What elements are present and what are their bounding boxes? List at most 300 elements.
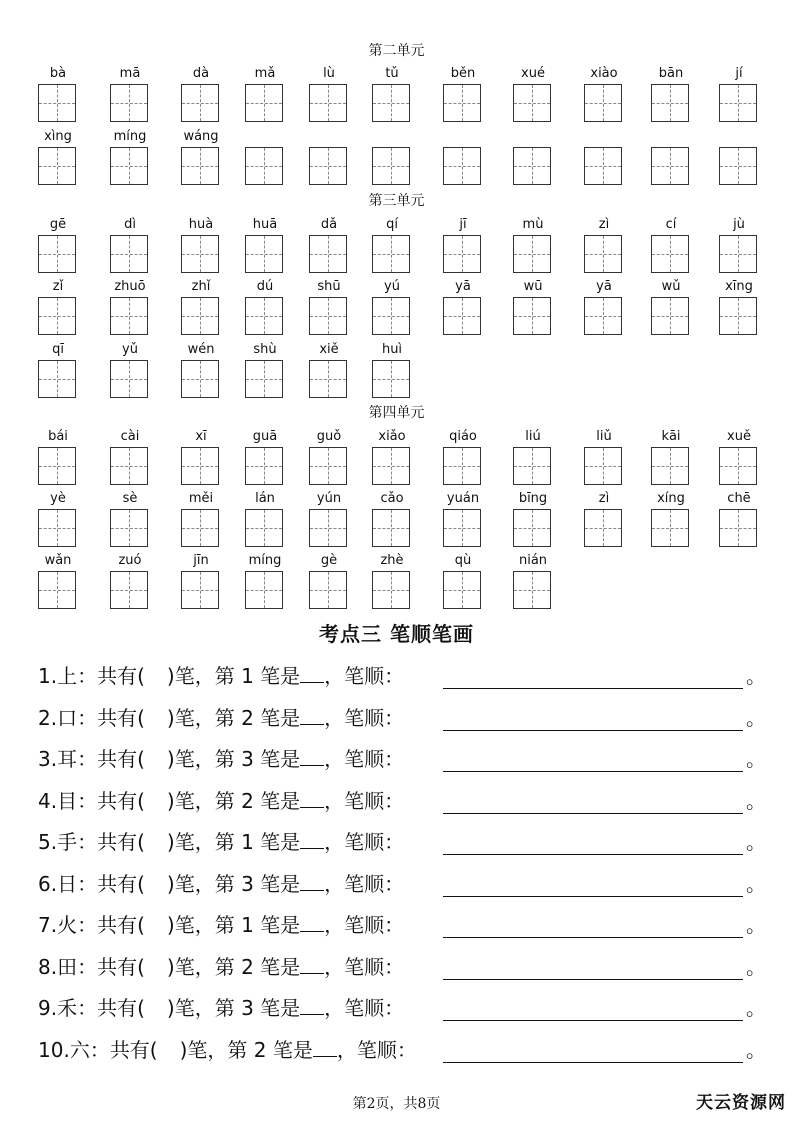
tianzige-box[interactable] xyxy=(513,297,551,335)
pinyin-label: huà xyxy=(188,217,214,232)
pinyin-label: bái xyxy=(48,429,68,444)
pinyin-label: gē xyxy=(49,217,67,232)
writing-cell xyxy=(651,427,691,447)
pinyin-label: měi xyxy=(188,491,214,506)
question-text: 共有( xyxy=(97,788,145,813)
stroke-question xyxy=(38,992,766,1026)
question-text: 共有( xyxy=(109,1037,158,1062)
tianzige-box[interactable] xyxy=(181,571,219,609)
pinyin-label: yú xyxy=(384,279,400,294)
tianzige-box[interactable] xyxy=(110,297,148,335)
pinyin-label: xué xyxy=(521,66,545,81)
tianzige-box[interactable] xyxy=(309,360,347,398)
question-text: 共有( xyxy=(97,871,145,896)
tianzige-box[interactable] xyxy=(372,235,410,273)
question-text: ，笔顺： xyxy=(324,913,405,937)
tianzige-box[interactable] xyxy=(309,84,347,122)
writing-cell xyxy=(513,127,553,147)
tianzige-box[interactable] xyxy=(651,147,689,185)
question-text: 共有( xyxy=(97,913,145,937)
writing-cell xyxy=(584,127,624,147)
question-text: )笔，第 1 笔是 xyxy=(166,913,301,937)
pinyin-label: bà xyxy=(49,66,67,81)
question-number: 9. xyxy=(38,996,58,1020)
unit-title: 第二单元 xyxy=(368,43,425,59)
stroke-question xyxy=(38,743,766,777)
stroke-order-line[interactable] xyxy=(443,872,743,897)
stroke-order-line[interactable] xyxy=(443,830,743,855)
writing-cell xyxy=(309,277,349,297)
tianzige-box[interactable] xyxy=(513,84,551,122)
tianzige-box[interactable] xyxy=(309,571,347,609)
question-end: 。 xyxy=(746,913,766,937)
nth-stroke-blank[interactable] xyxy=(313,1038,337,1057)
writing-cell xyxy=(38,127,78,147)
question-text: 共有( xyxy=(97,664,145,688)
page-footer: 第2页，共8页 xyxy=(352,1096,441,1112)
pinyin-label: jí xyxy=(735,66,743,81)
pinyin-label: dǎ xyxy=(320,217,338,232)
pinyin-label: kāi xyxy=(661,429,681,444)
pinyin-label: huì xyxy=(381,342,403,357)
tianzige-box[interactable] xyxy=(372,84,410,122)
pinyin-label: zhǐ xyxy=(191,279,211,294)
pinyin-label: yā xyxy=(455,279,471,294)
writing-cell xyxy=(443,215,483,235)
tianzige-box[interactable] xyxy=(38,235,76,273)
tianzige-box[interactable] xyxy=(372,447,410,485)
pinyin-label: xiǎo xyxy=(378,429,406,444)
tianzige-box[interactable] xyxy=(443,509,481,547)
writing-cell xyxy=(443,277,483,297)
tianzige-box[interactable] xyxy=(38,297,76,335)
writing-cell xyxy=(372,489,412,509)
pinyin-label xyxy=(651,127,691,147)
tianzige-box[interactable] xyxy=(309,509,347,547)
pinyin-label: jīn xyxy=(193,553,209,568)
tianzige-box[interactable] xyxy=(443,84,481,122)
pinyin-label: liǔ xyxy=(596,429,612,444)
pinyin-label: qù xyxy=(454,553,472,568)
tianzige-box[interactable] xyxy=(110,509,148,547)
pinyin-label: xiào xyxy=(590,66,618,81)
writing-cell xyxy=(584,489,624,509)
tianzige-box[interactable] xyxy=(38,571,76,609)
pinyin-label: shù xyxy=(253,342,277,357)
pinyin-label: xíng xyxy=(657,491,685,506)
writing-cell xyxy=(38,489,78,509)
tianzige-box[interactable] xyxy=(584,447,622,485)
tianzige-box[interactable] xyxy=(245,147,283,185)
stroke-question xyxy=(38,951,766,985)
pinyin-label: nián xyxy=(518,553,548,568)
question-char: 目： xyxy=(57,788,98,813)
question-char: 上： xyxy=(57,664,98,688)
pinyin-label: wū xyxy=(523,279,543,294)
stroke-order-line[interactable] xyxy=(443,664,743,689)
tianzige-box[interactable] xyxy=(181,447,219,485)
writing-cell xyxy=(110,489,150,509)
writing-cell xyxy=(110,127,150,147)
tianzige-box[interactable] xyxy=(651,447,689,485)
question-text: ，笔顺： xyxy=(324,705,405,730)
writing-cell xyxy=(110,64,150,84)
tianzige-box[interactable] xyxy=(719,235,757,273)
stroke-order-line[interactable] xyxy=(443,955,743,980)
tianzige-box[interactable] xyxy=(38,147,76,185)
stroke-order-line[interactable] xyxy=(443,747,743,772)
tianzige-box[interactable] xyxy=(651,235,689,273)
pinyin-row xyxy=(0,489,793,553)
writing-cell xyxy=(651,277,691,297)
tianzige-box[interactable] xyxy=(309,447,347,485)
question-text: ，笔顺： xyxy=(324,747,405,771)
pinyin-label: guǒ xyxy=(316,429,342,444)
writing-cell xyxy=(651,215,691,235)
writing-cell xyxy=(309,64,349,84)
tianzige-box[interactable] xyxy=(443,297,481,335)
nth-stroke-blank[interactable] xyxy=(300,747,324,766)
stroke-question xyxy=(38,702,766,736)
tianzige-box[interactable] xyxy=(181,235,219,273)
pinyin-row xyxy=(0,277,793,341)
writing-cell xyxy=(513,277,553,297)
writing-cell xyxy=(309,127,349,147)
pinyin-label: sè xyxy=(122,491,138,506)
writing-cell xyxy=(110,551,150,571)
tianzige-box[interactable] xyxy=(181,297,219,335)
tianzige-box[interactable] xyxy=(245,297,283,335)
writing-cell xyxy=(513,551,553,571)
tianzige-box[interactable] xyxy=(181,360,219,398)
question-text: 共有( xyxy=(97,747,145,771)
writing-cell xyxy=(719,427,759,447)
question-number: 8. xyxy=(38,954,58,979)
tianzige-box[interactable] xyxy=(443,571,481,609)
pinyin-label: wén xyxy=(187,342,215,357)
writing-cell xyxy=(651,64,691,84)
writing-cell xyxy=(719,215,759,235)
pinyin-label: xiě xyxy=(319,342,339,357)
writing-cell xyxy=(309,551,349,571)
question-number: 2. xyxy=(38,705,58,730)
pinyin-label: yǔ xyxy=(122,342,138,357)
question-text: ，笔顺： xyxy=(324,954,405,979)
tianzige-box[interactable] xyxy=(38,447,76,485)
pinyin-label: zhuō xyxy=(114,279,146,294)
writing-cell xyxy=(372,127,412,147)
question-char: 禾： xyxy=(57,996,98,1020)
writing-cell xyxy=(245,551,285,571)
pinyin-label: mǎ xyxy=(254,66,276,81)
tianzige-box[interactable] xyxy=(110,360,148,398)
writing-cell xyxy=(245,427,285,447)
pinyin-label: wǔ xyxy=(661,279,681,294)
question-number: 7. xyxy=(38,913,58,937)
question-text: )笔，第 1 笔是 xyxy=(166,830,301,854)
pinyin-label: qiáo xyxy=(449,429,477,444)
tianzige-box[interactable] xyxy=(719,84,757,122)
writing-cell xyxy=(443,64,483,84)
question-text: ，笔顺： xyxy=(324,664,405,688)
stroke-question xyxy=(38,785,766,819)
pinyin-label: chē xyxy=(727,491,751,506)
question-text: ，笔顺： xyxy=(324,788,405,813)
tianzige-box[interactable] xyxy=(110,235,148,273)
writing-cell xyxy=(110,427,150,447)
tianzige-box[interactable] xyxy=(110,571,148,609)
writing-cell xyxy=(584,427,624,447)
tianzige-box[interactable] xyxy=(245,571,283,609)
nth-stroke-blank[interactable] xyxy=(300,830,324,849)
stroke-question xyxy=(38,1034,766,1068)
pinyin-row xyxy=(0,64,793,128)
tianzige-box[interactable] xyxy=(513,147,551,185)
writing-cell xyxy=(584,215,624,235)
writing-cell xyxy=(181,489,221,509)
question-text: 共有( xyxy=(97,954,145,979)
tianzige-box[interactable] xyxy=(38,84,76,122)
tianzige-box[interactable] xyxy=(110,147,148,185)
question-text: )笔，第 2 笔是 xyxy=(179,1037,313,1062)
watermark-logo: 天云资源网 xyxy=(696,1093,786,1113)
writing-cell xyxy=(38,551,78,571)
pinyin-label: jù xyxy=(733,217,745,232)
tianzige-box[interactable] xyxy=(719,447,757,485)
pinyin-row xyxy=(0,127,793,191)
tianzige-box[interactable] xyxy=(110,447,148,485)
writing-cell xyxy=(181,551,221,571)
question-end: 。 xyxy=(746,996,766,1020)
pinyin-label: yā xyxy=(596,279,612,294)
writing-cell xyxy=(584,277,624,297)
stroke-order-line[interactable] xyxy=(443,706,743,731)
tianzige-box[interactable] xyxy=(38,360,76,398)
question-text: ，笔顺： xyxy=(324,871,405,896)
pinyin-label: zì xyxy=(598,491,610,506)
question-text: ，笔顺： xyxy=(324,996,405,1020)
question-end: 。 xyxy=(746,664,766,688)
pinyin-label: yún xyxy=(316,491,342,506)
question-end: 。 xyxy=(746,747,766,771)
pinyin-label: xīng xyxy=(725,279,753,294)
pinyin-label: qí xyxy=(386,217,398,232)
writing-cell xyxy=(181,64,221,84)
question-number: 3. xyxy=(38,747,58,771)
writing-cell xyxy=(513,215,553,235)
writing-cell xyxy=(38,215,78,235)
pinyin-label: bān xyxy=(658,66,684,81)
tianzige-box[interactable] xyxy=(372,147,410,185)
question-end: 。 xyxy=(746,705,766,730)
question-end: 。 xyxy=(746,830,766,854)
pinyin-label: cǎo xyxy=(380,491,404,506)
tianzige-box[interactable] xyxy=(584,297,622,335)
tianzige-box[interactable] xyxy=(651,509,689,547)
writing-cell xyxy=(443,489,483,509)
tianzige-box[interactable] xyxy=(245,235,283,273)
writing-cell xyxy=(372,215,412,235)
writing-cell xyxy=(245,340,285,360)
tianzige-box[interactable] xyxy=(719,297,757,335)
tianzige-box[interactable] xyxy=(584,84,622,122)
writing-cell xyxy=(245,127,285,147)
question-text: )笔，第 2 笔是 xyxy=(166,954,301,979)
writing-cell xyxy=(372,340,412,360)
writing-cell xyxy=(181,127,221,147)
pinyin-label: yè xyxy=(50,491,66,506)
pinyin-label: cài xyxy=(120,429,140,444)
tianzige-box[interactable] xyxy=(309,297,347,335)
tianzige-box[interactable] xyxy=(584,235,622,273)
nth-stroke-blank[interactable] xyxy=(300,996,324,1015)
writing-cell xyxy=(309,215,349,235)
writing-cell xyxy=(651,489,691,509)
pinyin-row xyxy=(0,427,793,491)
pinyin-label: zǐ xyxy=(52,279,64,294)
question-text: )笔，第 2 笔是 xyxy=(166,788,301,813)
pinyin-row xyxy=(0,340,793,404)
writing-cell xyxy=(38,427,78,447)
writing-cell xyxy=(443,427,483,447)
writing-cell xyxy=(372,277,412,297)
writing-cell xyxy=(245,215,285,235)
tianzige-box[interactable] xyxy=(181,509,219,547)
writing-cell xyxy=(719,64,759,84)
tianzige-box[interactable] xyxy=(513,447,551,485)
pinyin-label: tǔ xyxy=(385,66,399,81)
writing-cell xyxy=(513,489,553,509)
tianzige-box[interactable] xyxy=(443,447,481,485)
pinyin-label: xuě xyxy=(727,429,751,444)
pinyin-label: dì xyxy=(124,217,136,232)
question-char: 六： xyxy=(69,1037,110,1062)
tianzige-box[interactable] xyxy=(245,360,283,398)
question-number: 4. xyxy=(38,788,58,813)
writing-cell xyxy=(719,127,759,147)
tianzige-box[interactable] xyxy=(372,509,410,547)
stroke-order-line[interactable] xyxy=(443,996,743,1021)
stroke-order-line[interactable] xyxy=(443,1038,743,1063)
writing-cell xyxy=(309,489,349,509)
tianzige-box[interactable] xyxy=(38,509,76,547)
pinyin-label: dà xyxy=(192,66,210,81)
pinyin-label: liú xyxy=(525,429,541,444)
question-end: 。 xyxy=(746,788,766,813)
writing-cell xyxy=(584,64,624,84)
nth-stroke-blank[interactable] xyxy=(300,706,324,725)
tianzige-box[interactable] xyxy=(372,360,410,398)
tianzige-box[interactable] xyxy=(309,147,347,185)
writing-cell xyxy=(110,215,150,235)
tianzige-box[interactable] xyxy=(584,509,622,547)
pinyin-label xyxy=(719,127,759,147)
writing-cell xyxy=(181,427,221,447)
writing-cell xyxy=(443,127,483,147)
tianzige-box[interactable] xyxy=(651,84,689,122)
question-char: 火： xyxy=(57,913,98,937)
stroke-order-line[interactable] xyxy=(443,913,743,938)
pinyin-label: huā xyxy=(252,217,278,232)
question-text: )笔，第 3 笔是 xyxy=(166,871,301,896)
question-number: 10. xyxy=(38,1037,70,1062)
writing-cell xyxy=(719,277,759,297)
writing-cell xyxy=(38,340,78,360)
pinyin-label: zhè xyxy=(380,553,404,568)
tianzige-box[interactable] xyxy=(443,147,481,185)
question-text: 共有( xyxy=(97,996,145,1020)
tianzige-box[interactable] xyxy=(719,147,757,185)
tianzige-box[interactable] xyxy=(513,509,551,547)
pinyin-label: qī xyxy=(52,342,64,357)
nth-stroke-blank[interactable] xyxy=(300,872,324,891)
nth-stroke-blank[interactable] xyxy=(300,789,324,808)
tianzige-box[interactable] xyxy=(443,235,481,273)
tianzige-box[interactable] xyxy=(584,147,622,185)
tianzige-box[interactable] xyxy=(181,147,219,185)
tianzige-box[interactable] xyxy=(245,84,283,122)
tianzige-box[interactable] xyxy=(513,571,551,609)
pinyin-label: guā xyxy=(252,429,278,444)
pinyin-label: mā xyxy=(119,66,141,81)
question-text: )笔，第 2 笔是 xyxy=(166,705,301,730)
tianzige-box[interactable] xyxy=(245,447,283,485)
tianzige-box[interactable] xyxy=(513,235,551,273)
unit-title: 第三单元 xyxy=(368,193,425,209)
writing-cell xyxy=(443,551,483,571)
pinyin-label xyxy=(245,127,285,147)
unit-title: 第四单元 xyxy=(368,405,425,421)
tianzige-box[interactable] xyxy=(651,297,689,335)
writing-cell xyxy=(372,551,412,571)
pinyin-label: xī xyxy=(195,429,207,444)
pinyin-label: zì xyxy=(598,217,610,232)
writing-cell xyxy=(245,277,285,297)
pinyin-label: lù xyxy=(323,66,335,81)
stroke-question xyxy=(38,909,766,943)
writing-cell xyxy=(245,489,285,509)
tianzige-box[interactable] xyxy=(245,509,283,547)
writing-cell xyxy=(38,64,78,84)
question-char: 口： xyxy=(57,705,98,730)
tianzige-box[interactable] xyxy=(372,571,410,609)
writing-cell xyxy=(513,64,553,84)
pinyin-label: wǎn xyxy=(44,553,72,568)
nth-stroke-blank[interactable] xyxy=(300,913,324,932)
tianzige-box[interactable] xyxy=(110,84,148,122)
pinyin-label xyxy=(584,127,624,147)
tianzige-box[interactable] xyxy=(309,235,347,273)
stroke-order-line[interactable] xyxy=(443,789,743,814)
pinyin-label: míng xyxy=(113,129,147,144)
nth-stroke-blank[interactable] xyxy=(300,955,324,974)
writing-cell xyxy=(181,215,221,235)
pinyin-label: mù xyxy=(522,217,544,232)
tianzige-box[interactable] xyxy=(181,84,219,122)
pinyin-label: shū xyxy=(317,279,341,294)
question-text: ，笔顺： xyxy=(324,830,405,854)
pinyin-label: cí xyxy=(665,217,677,232)
question-end: 。 xyxy=(746,871,766,896)
nth-stroke-blank[interactable] xyxy=(300,664,324,683)
pinyin-label xyxy=(443,127,483,147)
writing-cell xyxy=(181,277,221,297)
writing-cell xyxy=(651,127,691,147)
tianzige-box[interactable] xyxy=(372,297,410,335)
question-char: 日： xyxy=(57,871,98,896)
tianzige-box[interactable] xyxy=(719,509,757,547)
writing-cell xyxy=(181,340,221,360)
